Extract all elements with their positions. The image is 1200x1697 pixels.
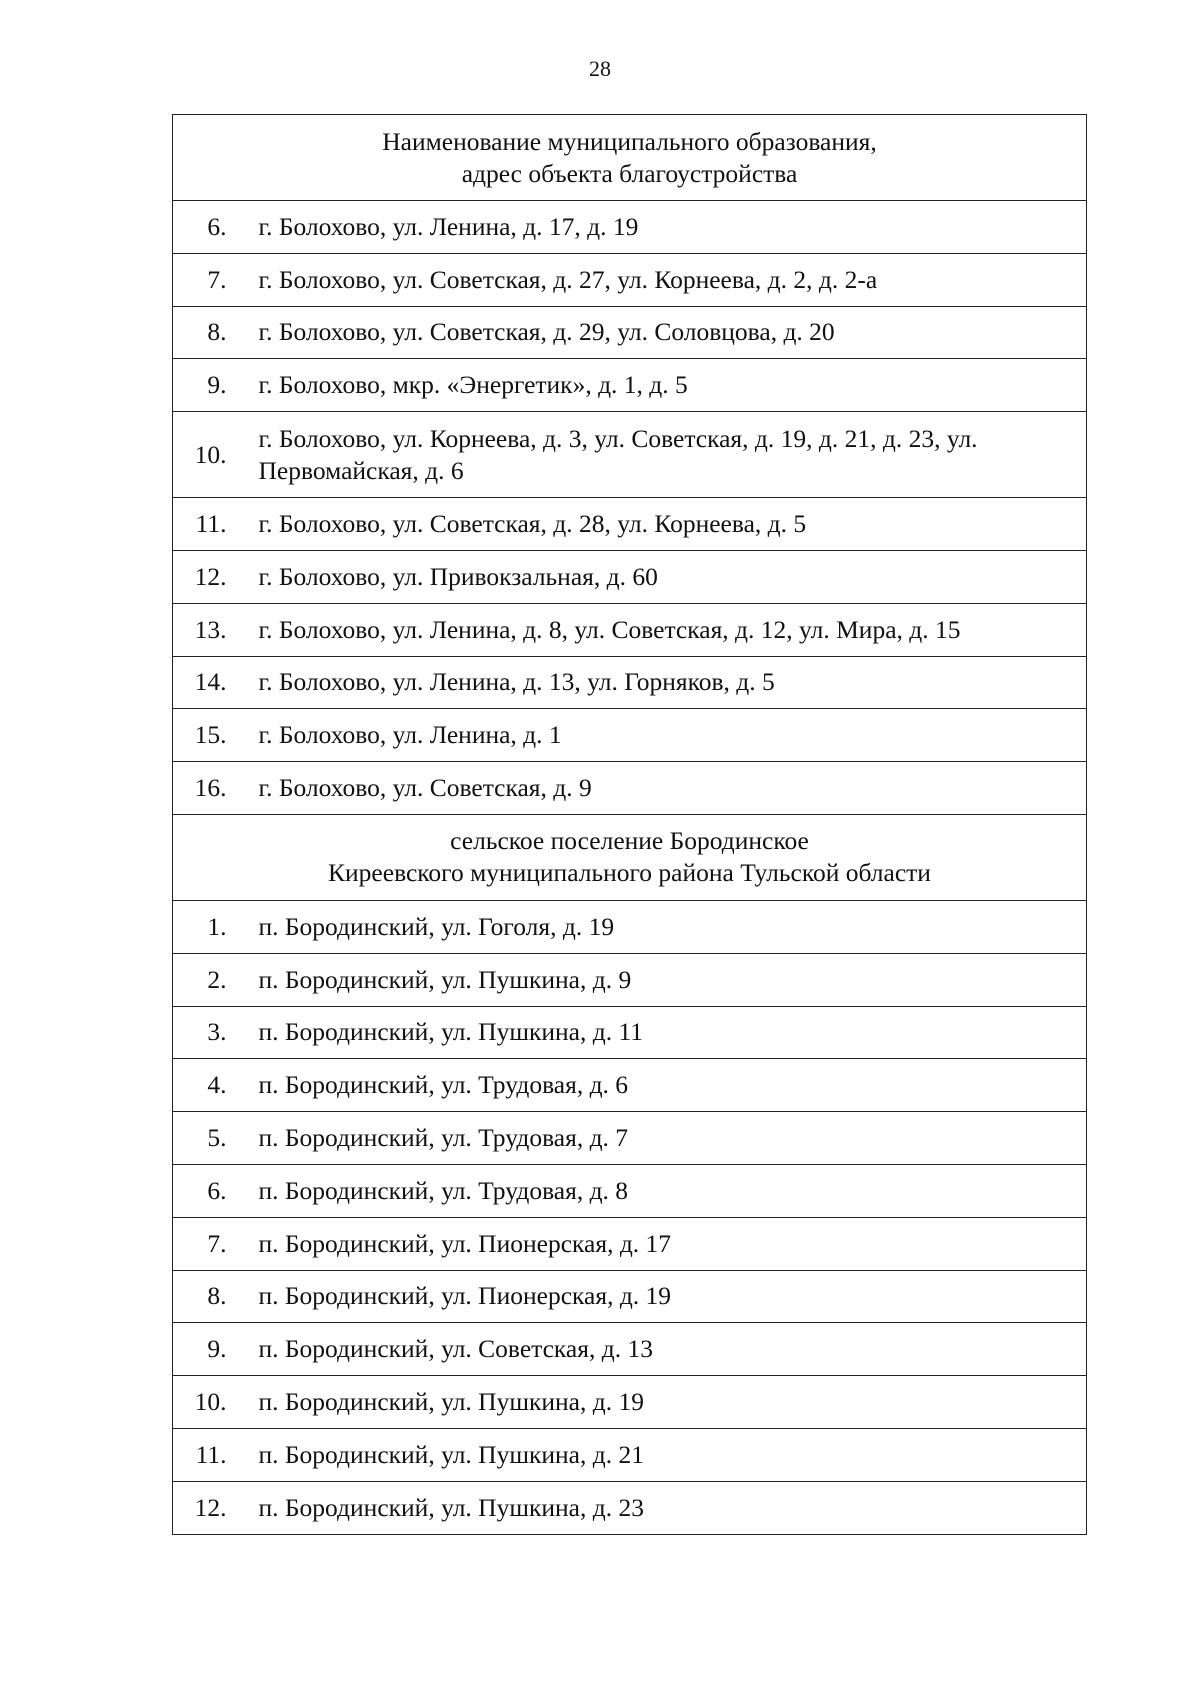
table-row	[173, 1217, 1087, 1270]
row-address	[259, 412, 1087, 498]
table-row	[173, 1006, 1087, 1059]
page-number: 28	[589, 56, 611, 81]
row-number: 10.	[173, 412, 259, 498]
table-row	[173, 1059, 1087, 1112]
row-number: 6.	[173, 1164, 259, 1217]
row-number: 4.	[173, 1059, 259, 1112]
row-address: г. Болохово, ул. Ленина, д. 17, д. 19	[259, 201, 1087, 254]
row-number: 7.	[173, 253, 259, 306]
row-number: 12.	[173, 550, 259, 603]
row-address: п. Бородинский, ул. Пушкина, д. 21	[259, 1428, 1087, 1481]
row-address: г. Болохово, ул. Советская, д. 9	[259, 762, 1087, 815]
table-row	[173, 900, 1087, 953]
row-number: 11.	[173, 498, 259, 551]
row-number: 15.	[173, 709, 259, 762]
section-header-cell	[173, 814, 1087, 900]
table-row	[173, 359, 1087, 412]
row-number: 10.	[173, 1376, 259, 1429]
row-number: 3.	[173, 1006, 259, 1059]
header-line-1: Наименование муниципального образования,	[382, 126, 877, 156]
row-number: 9.	[173, 359, 259, 412]
table-row	[173, 1112, 1087, 1165]
table-row	[173, 306, 1087, 359]
row-address: п. Бородинский, ул. Советская, д. 13	[259, 1323, 1087, 1376]
table-row	[173, 1428, 1087, 1481]
row-address-line-1: г. Болохово, ул. Корнеева, д. 3, ул. Советская, д. 19, д. 21, д. 23, ул.	[258, 423, 978, 453]
section-header-row	[173, 814, 1087, 900]
row-address: г. Болохово, ул. Советская, д. 27, ул. Корнеева, д. 2, д. 2-а	[259, 253, 1087, 306]
table-row	[173, 1323, 1087, 1376]
row-number: 12.	[173, 1481, 259, 1534]
table-row	[173, 1481, 1087, 1534]
row-address: п. Бородинский, ул. Пионерская, д. 19	[259, 1270, 1087, 1323]
row-address: г. Болохово, ул. Ленина, д. 8, ул. Советская, д. 12, ул. Мира, д. 15	[259, 603, 1087, 656]
table-row	[173, 412, 1087, 498]
table-header-cell	[173, 115, 1087, 201]
row-number: 6.	[173, 201, 259, 254]
row-number: 7.	[173, 1217, 259, 1270]
row-address: г. Болохово, ул. Советская, д. 29, ул. Соловцова, д. 20	[259, 306, 1087, 359]
row-address: г. Болохово, ул. Ленина, д. 1	[259, 709, 1087, 762]
row-address: г. Болохово, ул. Советская, д. 28, ул. Корнеева, д. 5	[259, 498, 1087, 551]
row-address: п. Бородинский, ул. Пушкина, д. 11	[259, 1006, 1087, 1059]
row-address: г. Болохово, мкр. «Энергетик», д. 1, д. 5	[259, 359, 1087, 412]
section-header-line-1: сельское поселение Бородинское	[450, 826, 809, 856]
table-header-row	[173, 115, 1087, 201]
table-row	[173, 253, 1087, 306]
row-number: 11.	[173, 1428, 259, 1481]
row-address: г. Болохово, ул. Привокзальная, д. 60	[259, 550, 1087, 603]
row-address: п. Бородинский, ул. Пушкина, д. 19	[259, 1376, 1087, 1429]
row-address: п. Бородинский, ул. Трудовая, д. 8	[259, 1164, 1087, 1217]
row-number: 16.	[173, 762, 259, 815]
row-number: 2.	[173, 953, 259, 1006]
header-line-2: адрес объекта благоустройства	[461, 158, 798, 188]
row-address: п. Бородинский, ул. Гоголя, д. 19	[259, 900, 1087, 953]
table-row	[173, 762, 1087, 815]
row-address: г. Болохово, ул. Ленина, д. 13, ул. Горняков, д. 5	[259, 656, 1087, 709]
row-number: 8.	[173, 306, 259, 359]
table-row	[173, 201, 1087, 254]
row-number: 8.	[173, 1270, 259, 1323]
row-number: 1.	[173, 900, 259, 953]
table-row	[173, 550, 1087, 603]
row-number: 14.	[173, 656, 259, 709]
row-number: 5.	[173, 1112, 259, 1165]
row-number: 9.	[173, 1323, 259, 1376]
section-header-line-2: Киреевского муниципального района Тульской области	[328, 858, 931, 888]
row-address: п. Бородинский, ул. Пионерская, д. 17	[259, 1217, 1087, 1270]
table-row	[173, 498, 1087, 551]
row-address: п. Бородинский, ул. Трудовая, д. 7	[259, 1112, 1087, 1165]
table-row	[173, 1164, 1087, 1217]
address-table	[172, 114, 1087, 1535]
row-address: п. Бородинский, ул. Пушкина, д. 9	[259, 953, 1087, 1006]
table-row	[173, 603, 1087, 656]
row-address: п. Бородинский, ул. Пушкина, д. 23	[259, 1481, 1087, 1534]
table-row	[173, 953, 1087, 1006]
table-row	[173, 656, 1087, 709]
row-number: 13.	[173, 603, 259, 656]
row-address-line-2: Первомайская, д. 6	[258, 455, 464, 485]
table-row	[173, 1376, 1087, 1429]
table-row	[173, 709, 1087, 762]
row-address: п. Бородинский, ул. Трудовая, д. 6	[259, 1059, 1087, 1112]
table-row	[173, 1270, 1087, 1323]
